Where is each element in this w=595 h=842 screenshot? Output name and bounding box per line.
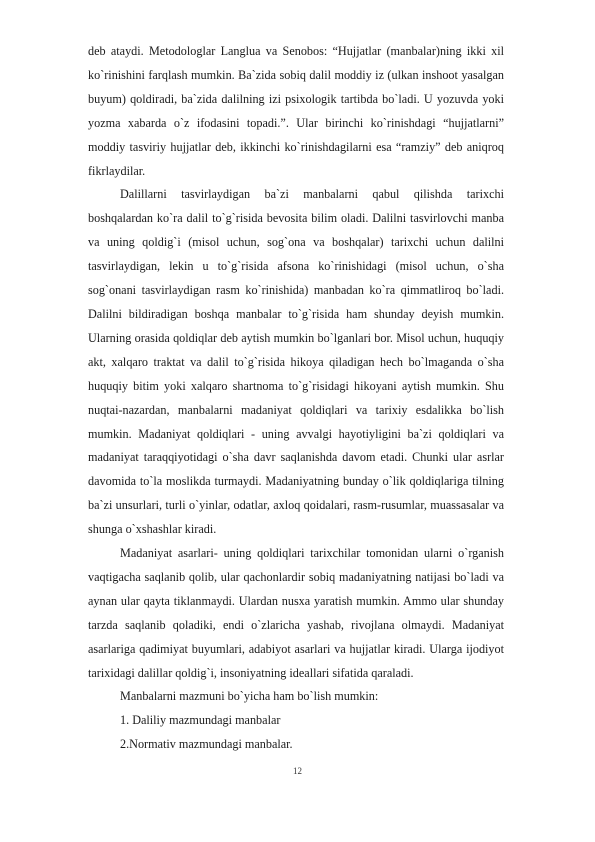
list-item-2: 2.Normativ mazmundagi manbalar.: [120, 737, 293, 752]
document-page: [88, 40, 504, 757]
list-intro: Manbalarni mazmuni bo`yicha ham bo`lish mumkin:: [120, 689, 379, 704]
page-number: 12: [293, 766, 302, 776]
paragraph-1: deb ataydi. Metodologlar Langlua va Senobos: “Hujjatlar (manbalar)ning ikki xil ko`rinishini farqlash mumkin. Ba`zida sobiq dalil moddiy iz (ulkan inshoot yasalgan buyum) qoldiradi, ba`zida dalilning izi psixologik tartibda bo`ladi. U yozuvda yoki yozma xabarda o`z ifodasini topadi.”. Ular birinchi ko`rinishdagi “hujjatlarni” moddiy tasviriy hujjatlar deb, ikkinchi ko`rinishdagilarni esa “ramziy” deb aniqroq fikrlaydilar.: [88, 44, 504, 178]
paragraph-2: Dalillarni tasvirlaydigan ba`zi manbalarni qabul qilishda tarixchi boshqalardan ko`ra dalil to`g`risida bevosita bilim oladi. Dalilni tasvirlovchi manba va uning qoldig`i (misol uchun, sog`ona va boshqalar) tarixchi uchun dalilni tasvirlaydigan, lekin u to`g`risida afsona ko`rinishidagi (misol uchun, o`sha sog`onani tasvirlaydigan rasm ko`rinishida) manbadan ko`ra qimmatliroq bo`ladi. Dalilni bildiradigan boshqa manbalar to`g`risida ham shunday deyish mumkin. Ularning orasida qoldiqlar deb aytish mumkin bo`lganlari bor. Misol uchun, huquqiy akt, xalqaro traktat va dalil to`g`risida hikoya qiladigan hech bo`lmaganda o`sha huquqiy bitim yoki xalqaro shartnoma to`g`risidagi hikoyani aytish mumkin. Shu nuqtai-nazardan, manbalarni madaniyat qoldiqlari va tarixiy esdalikka bo`lish mumkin. Madaniyat qoldiqlari - uning avvalgi hayotiyligini ba`zi qoldiqlari va madaniyat taraqqiyotidagi o`sha davr saqlanishda davom etadi. Chunki ular asrlar davomida to`la moslikda turmaydi. Madaniyatning bunday o`lik qoldiqlariga tilning ba`zi unsurlari, turli o`yinlar, odatlar, axloq qoidalari, rasm-rusumlar, muassasalar va shunga o`xshashlar kiradi.: [88, 187, 504, 537]
list-item-1: 1. Daliliy mazmundagi manbalar: [120, 713, 281, 728]
paragraph-3: Madaniyat asarlari- uning qoldiqlari tarixchilar tomonidan ularni o`rganish vaqtigacha saqlanib qolib, ular qachonlardir sobiq madaniyatning natijasi bo`ladi va aynan ular qayta tiklanmaydi. Ulardan nusxa yaratish mumkin. Ammo ular shunday tarzda saqlanib qoladiki, endi o`zlaricha yashab, rivojlana olmaydi. Madaniyat asarlariga qadimiyat buyumlari, adabiyot asarlari va hujjatlar kiradi. Ularga ijodiyot tarixidagi dalillar qoldig`i, insoniyatning ideallari sifatida qaraladi.: [88, 546, 504, 680]
